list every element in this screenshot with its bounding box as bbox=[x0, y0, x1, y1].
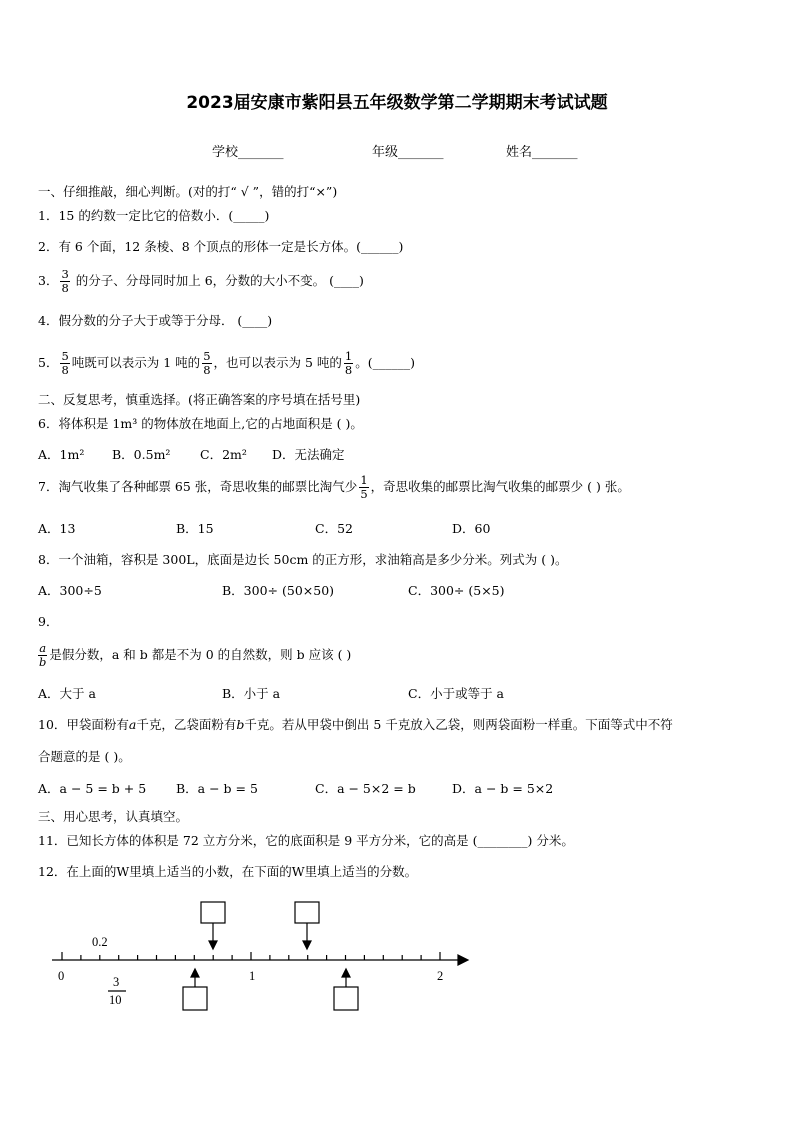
q6-option-d: D．无法确定 bbox=[272, 447, 345, 462]
q5-prefix: 5． bbox=[38, 355, 59, 370]
question-12: 12．在上面的W里填上适当的小数，在下面的W里填上适当的分数。 bbox=[38, 864, 418, 879]
arrow-up-icon bbox=[191, 969, 199, 977]
q3-prefix: 3． bbox=[38, 273, 59, 288]
axis-arrow-icon bbox=[458, 955, 468, 965]
q10-option-a: A．a − 5 = b + 5 bbox=[38, 781, 147, 796]
number-line-figure bbox=[0, 890, 794, 1020]
q9-text: 是假分数，a 和 b 都是不为 0 的自然数，则 b 应该 ( ) bbox=[49, 647, 352, 662]
q5-den-2: 8 bbox=[203, 363, 211, 377]
arrow-down-icon bbox=[303, 941, 311, 949]
q10-var-a: a bbox=[128, 717, 137, 732]
q10-text-3: 千克。若从甲袋中倒出 5 千克放入乙袋，则两袋面粉一样重。下面等式中不符 bbox=[244, 717, 673, 732]
arrow-up-icon bbox=[342, 969, 350, 977]
q7-option-b: B．15 bbox=[176, 521, 214, 536]
label-zero: 0 bbox=[58, 969, 65, 983]
page-title: 2023届安康市紫阳县五年级数学第二学期期末考试试题 bbox=[186, 93, 608, 113]
q6-option-c: C．2m² bbox=[200, 447, 247, 462]
q9-den: b bbox=[39, 655, 47, 669]
q9-option-a: A．大于 a bbox=[38, 686, 96, 701]
question-8: 8．一个油箱，容积是 300L，底面是边长 50cm 的正方形，求油箱高是多少分米。列式为 ( )。 bbox=[38, 552, 568, 567]
q8-option-a: A．300÷5 bbox=[38, 583, 102, 598]
section-3-heading: 三、用心思考，认真填空。 bbox=[38, 809, 189, 824]
q6-option-a: A．1m² bbox=[38, 447, 85, 462]
answer-box-bottom-2[interactable] bbox=[334, 987, 358, 1010]
q5-num-2: 5 bbox=[203, 349, 211, 363]
q10-text-1: 10．甲袋面粉有 bbox=[38, 717, 129, 732]
fraction-denominator: 10 bbox=[109, 993, 122, 1007]
question-5 bbox=[38, 350, 415, 377]
q7-option-d: D．60 bbox=[452, 521, 491, 536]
answer-box-bottom-1[interactable] bbox=[183, 987, 207, 1010]
q3-text: 的分子、分母同时加上 6，分数的大小不变。 (____) bbox=[71, 273, 364, 288]
q7-option-c: C．52 bbox=[315, 521, 353, 536]
q10-option-b: B．a − b = 5 bbox=[176, 781, 258, 796]
q7-text-2: ，奇思收集的邮票比淘气收集的邮票少 ( ) 张。 bbox=[370, 479, 630, 494]
question-2: 2．有 6 个面，12 条棱、8 个顶点的形体一定是长方体。(______) bbox=[38, 239, 404, 254]
grade-field: 年级_______ bbox=[372, 145, 444, 160]
question-4: 4．假分数的分子大于或等于分母． (____) bbox=[38, 313, 273, 328]
section-2-heading: 二、反复思考，慎重选择。(将正确答案的序号填在括号里) bbox=[38, 392, 361, 407]
fraction-numerator: 3 bbox=[113, 975, 120, 989]
q8-option-c: C．300÷ (5×5) bbox=[408, 583, 505, 598]
q5-den-3: 8 bbox=[344, 363, 353, 377]
q9-fraction bbox=[38, 642, 47, 669]
q3-fraction bbox=[60, 268, 69, 295]
q9-num: a bbox=[39, 641, 47, 655]
q7-option-a: A．13 bbox=[38, 521, 76, 536]
q10-text-2: 千克，乙袋面粉有 bbox=[136, 717, 237, 732]
q6-option-b: B．0.5m² bbox=[112, 447, 171, 462]
label-0-2: 0.2 bbox=[92, 935, 108, 949]
q10-option-d: D．a − b = 5×2 bbox=[452, 781, 554, 796]
question-6: 6．将体积是 1m³ 的物体放在地面上,它的占地面积是 ( )。 bbox=[38, 416, 363, 431]
q5-num-3: 1 bbox=[344, 349, 353, 363]
q3-den: 8 bbox=[61, 281, 69, 295]
arrow-down-icon bbox=[209, 941, 217, 949]
tick-marks bbox=[62, 952, 440, 960]
q5-fraction-3 bbox=[344, 350, 353, 377]
section-1-heading: 一、仔细推敲，细心判断。(对的打“ √ ”，错的打“×”) bbox=[38, 184, 338, 199]
q7-fraction bbox=[359, 474, 368, 501]
q5-den-1: 8 bbox=[61, 363, 69, 377]
q5-text-1: 吨既可以表示为 1 吨的 bbox=[71, 355, 201, 370]
q9-option-c: C．小于或等于 a bbox=[408, 686, 504, 701]
q7-text-1: 7．淘气收集了各种邮票 65 张，奇思收集的邮票比淘气少 bbox=[38, 479, 358, 494]
q5-fraction-2 bbox=[202, 350, 211, 377]
question-10-line-2: 合题意的是 ( )。 bbox=[38, 749, 131, 764]
label-two: 2 bbox=[437, 969, 444, 983]
question-11: 11．已知长方体的体积是 72 立方分米，它的底面积是 9 平方分米，它的高是 (________) 分米。 bbox=[38, 833, 574, 848]
q9-option-b: B．小于 a bbox=[222, 686, 281, 701]
answer-box-top-2[interactable] bbox=[295, 902, 319, 923]
answer-box-top-1[interactable] bbox=[201, 902, 225, 923]
q5-text-2: ，也可以表示为 5 吨的 bbox=[213, 355, 342, 370]
q10-option-c: C．a − 5×2 = b bbox=[315, 781, 416, 796]
question-3 bbox=[38, 268, 364, 295]
q5-fraction-1 bbox=[60, 350, 69, 377]
q10-var-b: b bbox=[236, 717, 245, 732]
q9-label: 9． bbox=[38, 614, 59, 629]
q5-text-3: 。(______) bbox=[355, 355, 416, 370]
question-1: 1．15 的约数一定比它的倍数小．(_____) bbox=[38, 208, 270, 223]
q3-num: 3 bbox=[61, 267, 69, 281]
q8-option-b: B．300÷ (50×50) bbox=[222, 583, 335, 598]
school-field: 学校_______ bbox=[212, 145, 284, 160]
q7-num: 1 bbox=[360, 473, 368, 487]
q7-den: 5 bbox=[360, 487, 368, 501]
question-9 bbox=[38, 642, 351, 669]
question-10-line-1 bbox=[38, 717, 673, 733]
label-one: 1 bbox=[249, 969, 256, 983]
q5-num-1: 5 bbox=[61, 349, 69, 363]
question-7 bbox=[38, 474, 630, 501]
name-field: 姓名_______ bbox=[506, 145, 578, 160]
